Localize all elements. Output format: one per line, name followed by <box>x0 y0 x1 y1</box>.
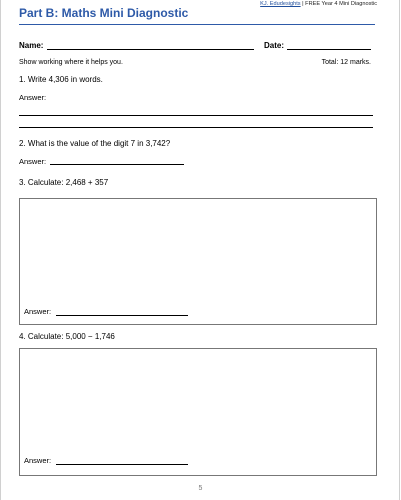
total-marks: Total: 12 marks. <box>321 59 371 66</box>
question-2-answer-line[interactable] <box>50 164 184 165</box>
page-number: 5 <box>198 485 203 492</box>
question-4-answer-line[interactable] <box>56 464 188 465</box>
question-2-answer-label: Answer: <box>19 157 47 166</box>
question-3-answer-label: Answer: <box>24 307 52 316</box>
name-field[interactable] <box>47 49 254 50</box>
question-3-working-box[interactable] <box>19 198 377 325</box>
page-title: Part B: Maths Mini Diagnostic <box>19 6 189 20</box>
question-2: 2. What is the value of the digit 7 in 3,742? <box>19 139 171 148</box>
question-4-answer-label: Answer: <box>24 456 52 465</box>
date-field[interactable] <box>287 49 371 50</box>
name-label: Name: <box>19 41 44 50</box>
question-4: 4. Calculate: 5,000 − 1,746 <box>19 332 115 341</box>
question-3: 3. Calculate: 2,468 + 357 <box>19 178 109 187</box>
page-border-right <box>399 0 400 500</box>
instructions: Show working where it helps you. <box>19 59 123 66</box>
date-label: Date: <box>264 41 285 50</box>
question-1: 1. Write 4,306 in words. <box>19 75 103 84</box>
question-4-working-box[interactable] <box>19 348 377 476</box>
header-brand: KJ. Edudesights <box>260 1 301 7</box>
question-1-answer-label: Answer: <box>19 93 47 102</box>
header-note-text: | FREE Year 4 Mini Diagnostic <box>300 1 377 7</box>
page-border-left <box>0 0 1 500</box>
title-underline <box>19 24 375 25</box>
question-1-answer-line-1[interactable] <box>19 115 373 116</box>
question-3-answer-line[interactable] <box>56 315 188 316</box>
question-1-answer-line-2[interactable] <box>19 127 373 128</box>
header-note <box>260 1 377 7</box>
